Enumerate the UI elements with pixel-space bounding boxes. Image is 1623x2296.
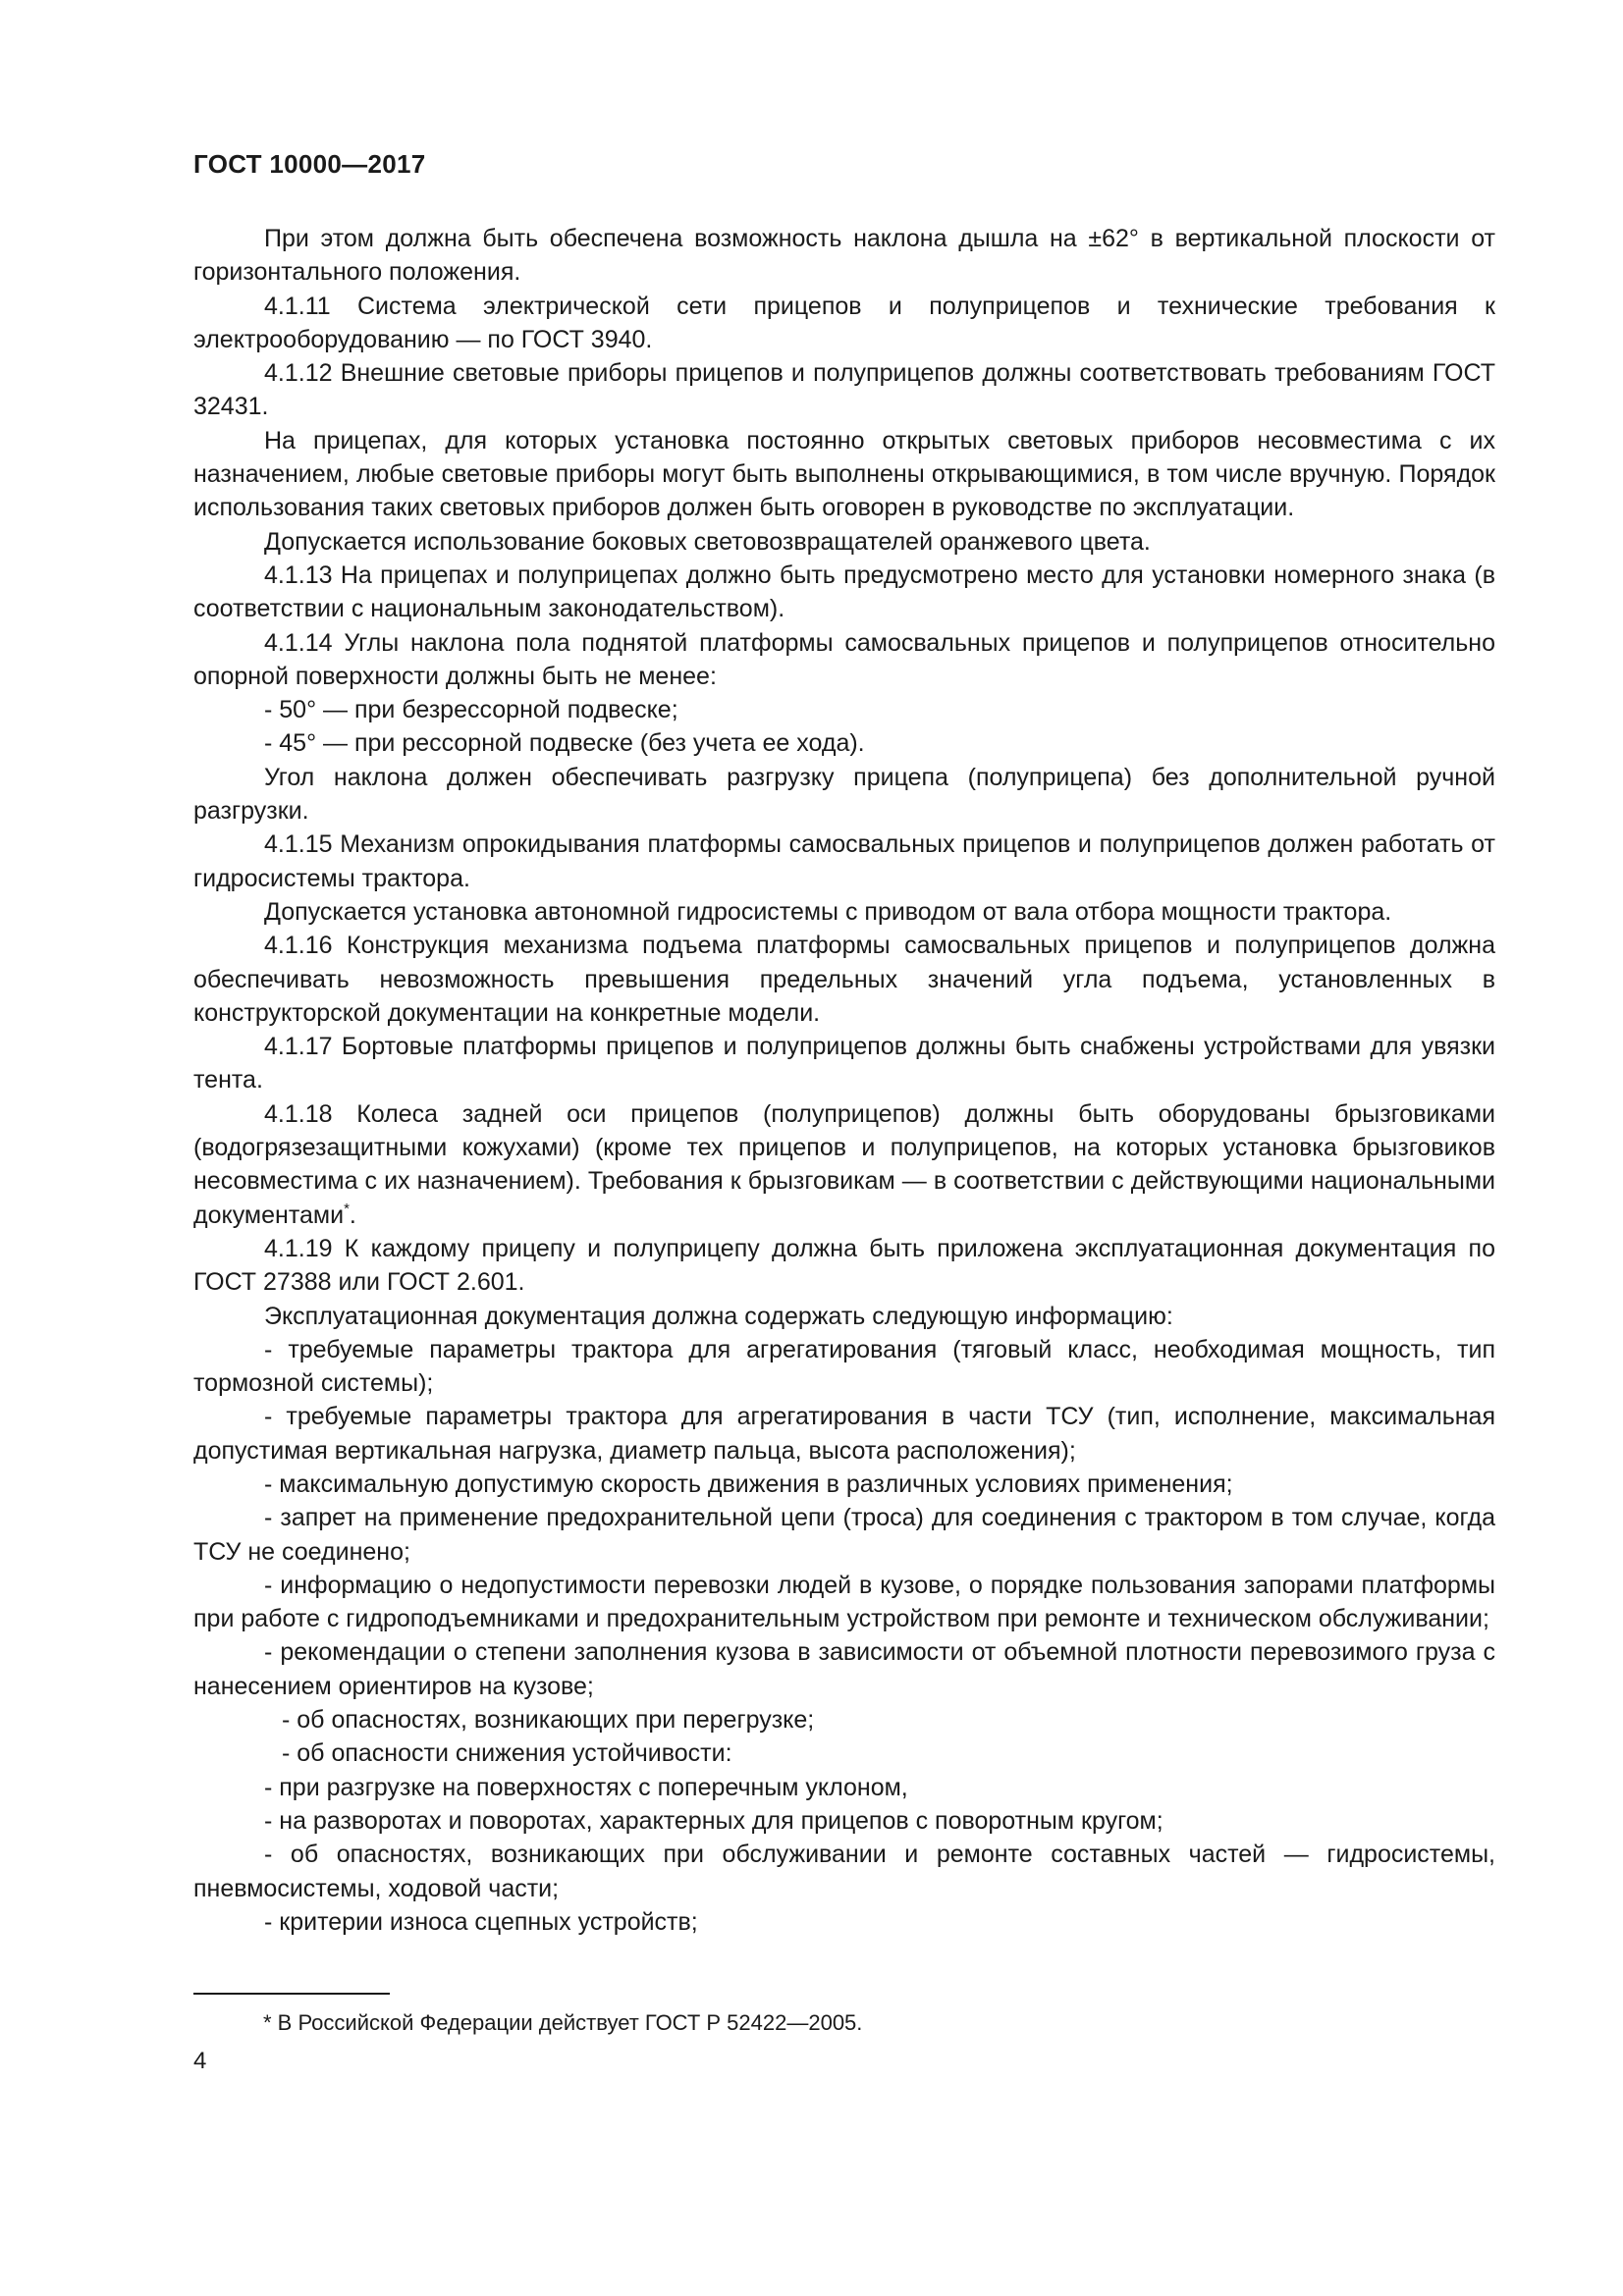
list-item: - 50° — при безрессорной подвеске; xyxy=(264,696,678,724)
footnote-divider xyxy=(193,1993,390,1995)
paragraph-4-1-11: 4.1.11 Система электрической сети прицепов и полуприцепов и технические требования к электрооборудованию — по ГОСТ 3940. xyxy=(193,292,1495,353)
paragraph: Допускается установка автономной гидросистемы с приводом от вала отбора мощности трактора. xyxy=(264,897,1392,926)
paragraph: При этом должна быть обеспечена возможность наклона дышла на ±62° в вертикальной плоскости от горизонтального положения. xyxy=(193,225,1495,287)
list-item: - максимальную допустимую скорость движения в различных условиях применения; xyxy=(264,1469,1233,1498)
paragraph-4-1-16: 4.1.16 Конструкция механизма подъема платформы самосвальных прицепов и полуприцепов должна обеспечивать невозможность превышения предельных значений угла подъема, установленных в конструкторской документации на конкретные модели. xyxy=(193,932,1495,1027)
list-item: - требуемые параметры трактора для агрегатирования в части ТСУ (тип, исполнение, максимальная допустимая вертикальная нагрузка, диаметр пальца, высота расположения); xyxy=(193,1403,1495,1465)
list-item: - об опасностях, возникающих при обслуживании и ремонте составных частей — гидросистемы, пневмосистемы, ходовой части; xyxy=(193,1841,1495,1902)
paragraph-4-1-19: 4.1.19 К каждому прицепу и полуприцепу должна быть приложена эксплуатационная документация по ГОСТ 27388 или ГОСТ 2.601. xyxy=(193,1234,1495,1297)
paragraph-4-1-12: 4.1.12 Внешние световые приборы прицепов и полуприцепов должны соответствовать требованиям ГОСТ 32431. xyxy=(193,359,1495,421)
paragraph: Эксплуатационная документация должна содержать следующую информацию: xyxy=(264,1302,1173,1330)
list-item: - об опасности снижения устойчивости: xyxy=(282,1739,732,1768)
paragraph: Угол наклона должен обеспечивать разгрузку прицепа (полуприцепа) без дополнительной ручной разгрузки. xyxy=(193,763,1495,826)
paragraph-4-1-17: 4.1.17 Бортовые платформы прицепов и полуприцепов должны быть снабжены устройствами для увязки тента. xyxy=(193,1033,1495,1095)
list-item: - информацию о недопустимости перевозки людей в кузове, о порядке пользования запорами платформы при работе с гидроподъемниками и предохранительным устройством при ремонте и техническом обслуживании; xyxy=(193,1571,1495,1633)
list-item: - рекомендации о степени заполнения кузова в зависимости от объемной плотности перевозимого груза с нанесением ориентиров на кузове; xyxy=(193,1638,1495,1700)
page-number: 4 xyxy=(193,2048,207,2074)
document-body xyxy=(193,222,1495,1939)
paragraph-4-1-13: 4.1.13 На прицепах и полуприцепах должно быть предусмотрено место для установки номерного знака (в соответствии с национальным законодательством). xyxy=(193,561,1495,623)
list-item: - при разгрузке на поверхностях с поперечным уклоном, xyxy=(264,1773,908,1801)
list-item: - критерии износа сцепных устройств; xyxy=(264,1907,698,1936)
footnote: * В Российской Федерации действует ГОСТ Р 52422—2005. xyxy=(263,2010,863,2035)
paragraph-4-1-15: 4.1.15 Механизм опрокидывания платформы самосвальных прицепов и полуприцепов должен работать от гидросистемы трактора. xyxy=(193,830,1495,892)
paragraph: На прицепах, для которых установка постоянно открытых световых приборов несовместима с их назначением, любые световые приборы могут быть выполнены открывающимися, в том числе вручную. Порядок использования таких световых приборов должен быть оговорен в руководстве по эксплуатации. xyxy=(193,426,1495,522)
footnote-marker: * xyxy=(344,1200,350,1217)
paragraph: Допускается использование боковых световозвращателей оранжевого цвета. xyxy=(264,527,1151,556)
list-item: - на разворотах и поворотах, характерных для прицепов с поворотным кругом; xyxy=(264,1806,1163,1835)
list-item: - запрет на применение предохранительной цепи (троса) для соединения с трактором в том случае, когда ТСУ не соединено; xyxy=(193,1504,1495,1566)
list-item: - об опасностях, возникающих при перегрузке; xyxy=(282,1706,815,1735)
paragraph-4-1-14: 4.1.14 Углы наклона пола поднятой платформы самосвальных прицепов и полуприцепов относительно опорной поверхности должны быть не менее: xyxy=(193,628,1495,690)
list-item: - 45° — при рессорной подвеске (без учета ее хода). xyxy=(264,729,865,758)
list-item: - требуемые параметры трактора для агрегатирования (тяговый класс, необходимая мощность, тип тормозной системы); xyxy=(193,1335,1495,1398)
document-header: ГОСТ 10000—2017 xyxy=(193,149,426,179)
paragraph-4-1-18: 4.1.18 Колеса задней оси прицепов (полуприцепов) должны быть оборудованы брызговиками (водогрязезащитными кожухами) (кроме тех прицепов и полуприцепов, на которых установка брызговиков несовместима с их назначением). Требования к брызговикам — в соответствии с действующими национальными документами*. xyxy=(193,1099,1495,1229)
